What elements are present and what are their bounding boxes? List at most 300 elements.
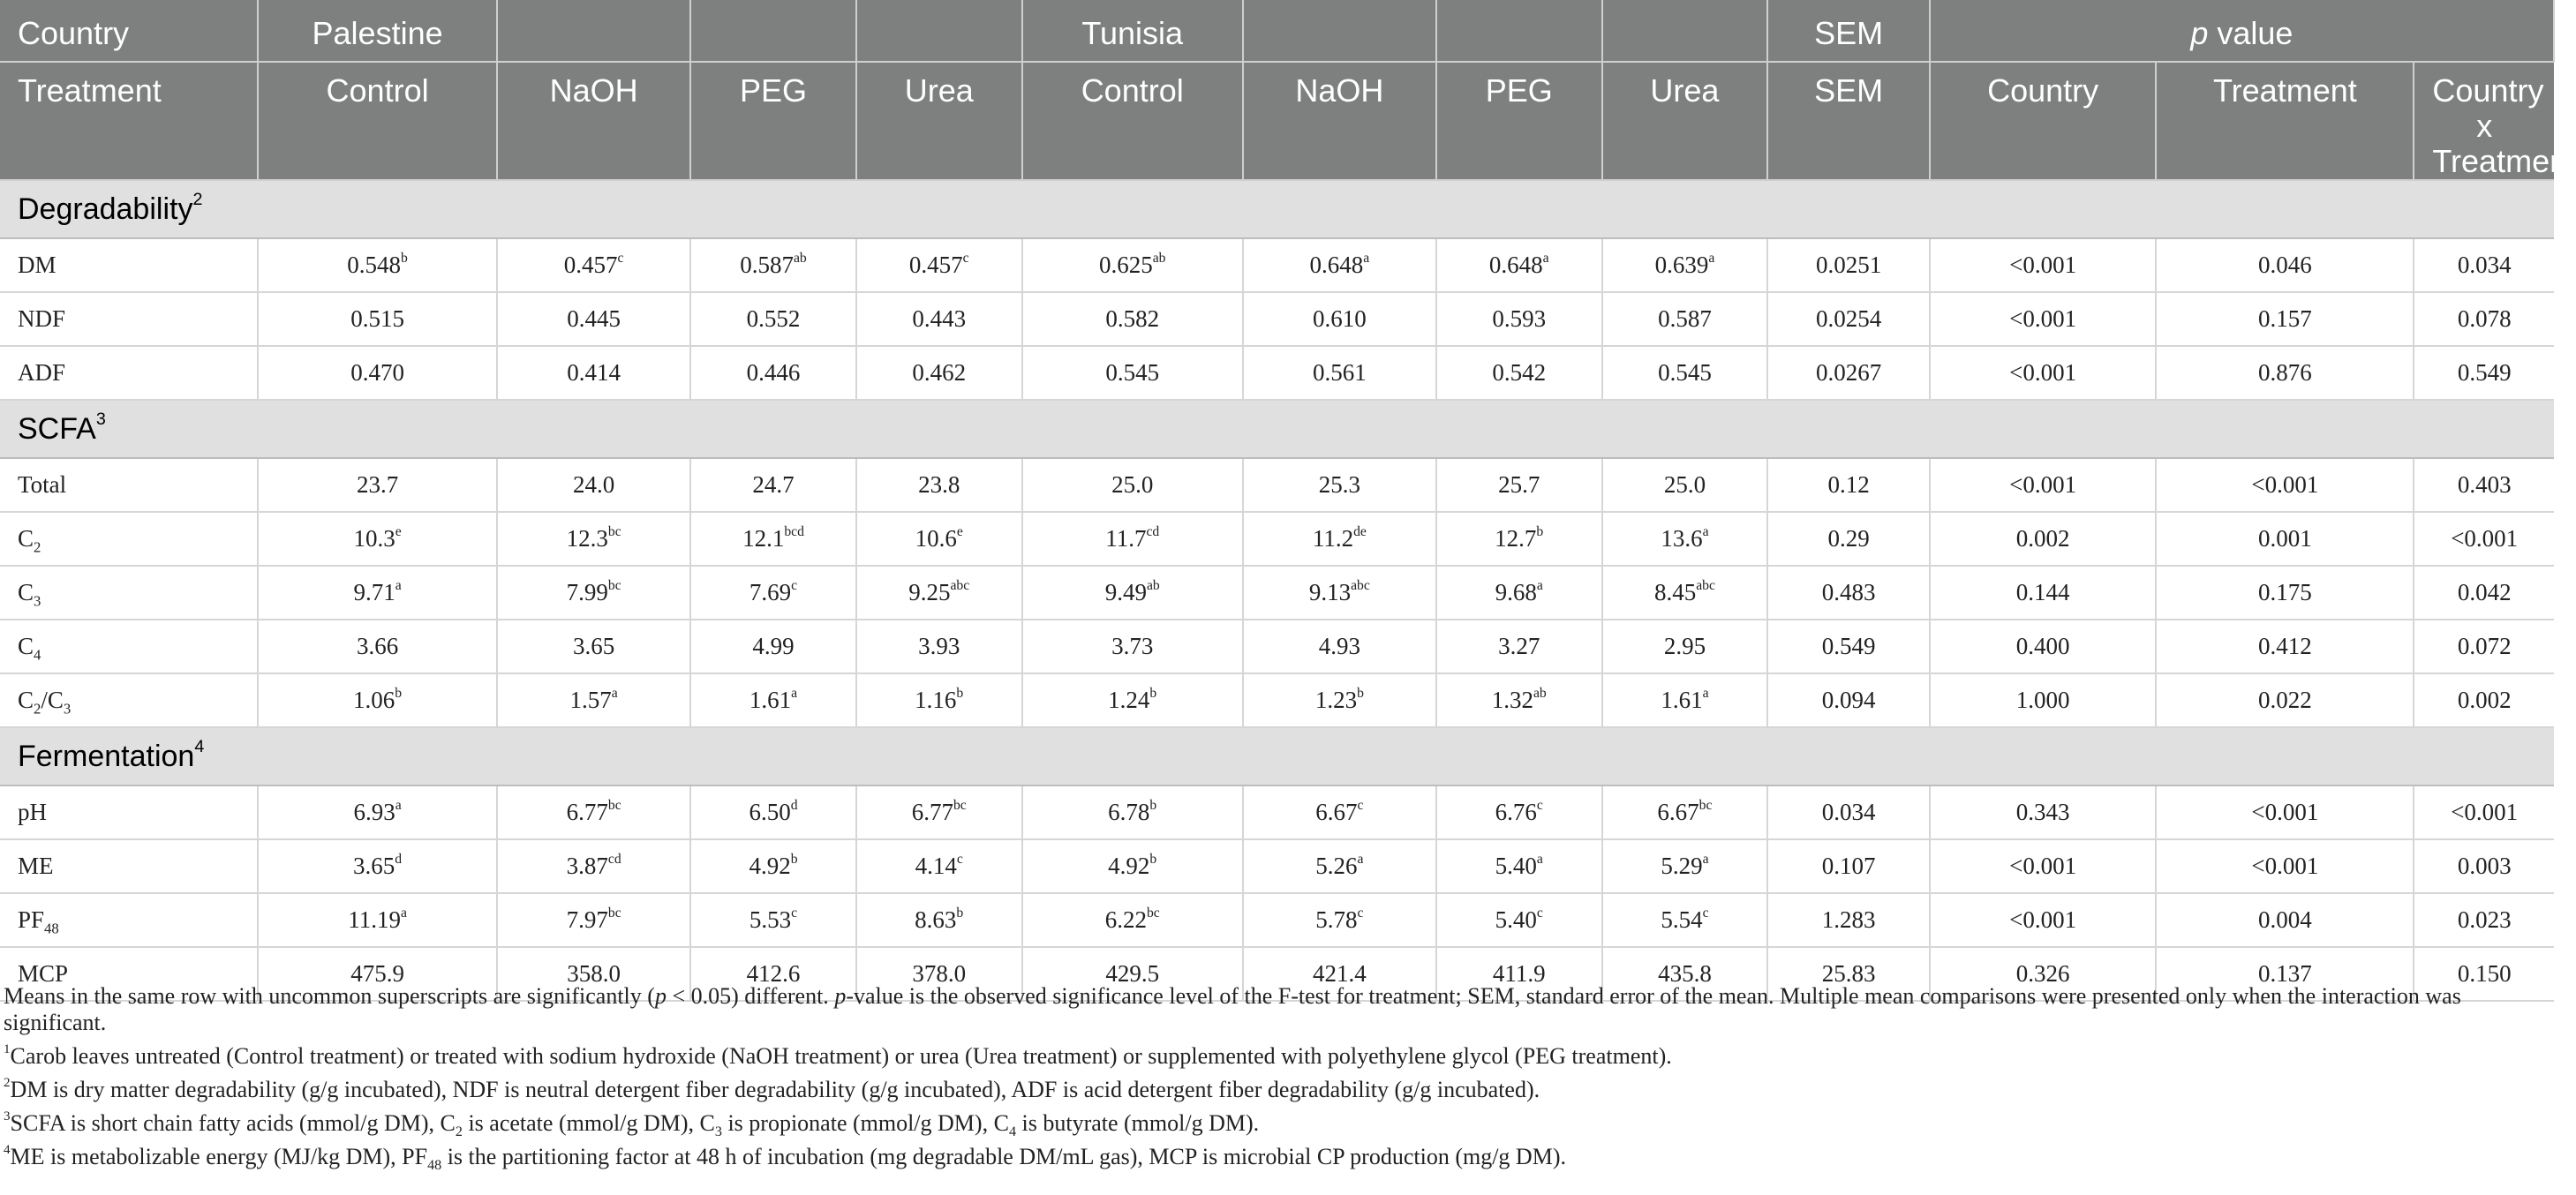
row-label <box>0 673 258 727</box>
table-cell <box>1436 512 1602 566</box>
table-cell <box>1243 893 1436 947</box>
table-cell <box>1243 620 1436 673</box>
row-label-text: C <box>18 579 34 605</box>
row-label-subscript: 48 <box>44 920 59 937</box>
table-cell <box>856 839 1022 893</box>
cell-value: 2.95 <box>1663 633 1706 659</box>
cell-value: 0.587 <box>740 252 794 278</box>
cell-value: 378.0 <box>912 960 967 987</box>
footnote-text: is butyrate (mmol/g DM). <box>1016 1110 1260 1136</box>
significance-letters: b <box>956 905 964 921</box>
cell-value: 0.150 <box>2457 960 2512 987</box>
significance-letters: e <box>956 523 963 539</box>
significance-letters: cd <box>1146 523 1160 539</box>
table-cell <box>497 620 690 673</box>
significance-letters: de <box>1353 523 1367 539</box>
cell-value: 6.77 <box>911 799 953 825</box>
significance-letters: a <box>611 685 618 701</box>
table-cell <box>690 839 856 893</box>
table-cell <box>497 893 690 947</box>
cell-value: 5.54 <box>1661 906 1703 933</box>
table-cell <box>2156 673 2414 727</box>
table-cell <box>1602 785 1768 839</box>
significance-letters: ab <box>1152 250 1166 266</box>
cell-value: 25.0 <box>1663 471 1706 498</box>
cell-value: 0.648 <box>1488 252 1543 278</box>
table-cell <box>1767 458 1930 512</box>
table-cell <box>2156 839 2414 893</box>
significance-letters: c <box>1702 905 1709 921</box>
footnote-marker: 2 <box>4 1076 11 1091</box>
cell-value: 0.072 <box>2457 633 2512 659</box>
table-cell <box>497 673 690 727</box>
significance-letters: abc <box>1696 577 1715 593</box>
header-sem: SEM <box>1767 0 1930 62</box>
table-cell <box>690 566 856 620</box>
cell-value: 0.639 <box>1654 252 1709 278</box>
significance-letters: ab <box>1146 577 1160 593</box>
table-cell <box>1436 839 1602 893</box>
cell-value: 475.9 <box>350 960 404 987</box>
row-label <box>0 785 258 839</box>
cell-value: 0.343 <box>2015 799 2070 825</box>
table-cell <box>1022 893 1243 947</box>
section-title-text: SCFA <box>18 411 96 446</box>
table-row <box>0 458 2554 512</box>
cell-value: 0.002 <box>2015 525 2070 552</box>
section-title <box>0 400 2554 458</box>
footnote-text: DM is dry matter degradability (g/g incubated), NDF is neutral detergent fiber degradability (g/g incubated), ADF is acid detergent fiber degradability (g/g incubated). <box>10 1077 1540 1102</box>
header-urea: Urea <box>856 62 1022 180</box>
cell-value: 3.87 <box>566 853 608 879</box>
cell-value: <0.001 <box>2251 799 2319 825</box>
cell-value: 3.93 <box>918 633 960 659</box>
cell-value: 6.67 <box>1315 799 1358 825</box>
cell-value: 7.69 <box>749 579 792 605</box>
footnote-italic: p <box>654 983 667 1009</box>
row-label <box>0 292 258 346</box>
table-cell <box>2156 785 2414 839</box>
table-cell <box>1243 512 1436 566</box>
table-cell <box>497 346 690 400</box>
significance-letters: b <box>1149 797 1157 813</box>
footnote-text: -value is the observed significance level of the F-test for treatment; SEM, standard error of the mean. Multiple mean comparisons were presented only when the interaction was significant. <box>4 983 2461 1035</box>
cell-value: 0.022 <box>2258 687 2312 713</box>
table-cell <box>2156 458 2414 512</box>
table-cell <box>1436 785 1602 839</box>
cell-value: 6.76 <box>1495 799 1537 825</box>
table-row <box>0 346 2554 400</box>
cell-value: 25.83 <box>1821 960 1876 987</box>
row-label-subscript: 3 <box>63 700 72 718</box>
footnote-sub: 48 <box>427 1158 442 1174</box>
footnote-text: Carob leaves untreated (Control treatment) or treated with sodium hydroxide (NaOH treatment) or urea (Urea treatment) or supplemented with polyethylene glycol (PEG treatment). <box>10 1043 1672 1069</box>
significance-letters: a <box>1536 577 1543 593</box>
header-treatment: Treatment <box>0 62 258 180</box>
significance-letters: b <box>790 851 798 867</box>
cell-value: 0.326 <box>2015 960 2070 987</box>
table-cell <box>1022 620 1243 673</box>
table-cell <box>856 673 1022 727</box>
header-naoh: NaOH <box>1243 62 1436 180</box>
table-cell <box>497 839 690 893</box>
significance-letters: b <box>395 685 403 701</box>
cell-value: 8.63 <box>915 906 957 933</box>
table-cell <box>1602 512 1768 566</box>
table-cell <box>2414 620 2554 673</box>
cell-value: 24.7 <box>752 471 795 498</box>
significance-letters: c <box>1357 905 1364 921</box>
table-cell <box>1930 893 2157 947</box>
cell-value: 0.0254 <box>1815 305 1882 332</box>
cell-value: 1.000 <box>2015 687 2070 713</box>
table-cell <box>856 512 1022 566</box>
table-row <box>0 238 2554 292</box>
table-cell <box>1436 292 1602 346</box>
table-cell <box>1767 566 1930 620</box>
table-cell <box>1930 458 2157 512</box>
cell-value: 5.53 <box>749 906 792 933</box>
significance-letters: bc <box>1146 905 1160 921</box>
section-note-marker: 4 <box>194 737 205 757</box>
cell-value: 0.470 <box>350 359 404 386</box>
cell-value: 1.16 <box>915 687 957 713</box>
table-cell <box>856 238 1022 292</box>
table-cell <box>856 566 1022 620</box>
footnote-sub: 4 <box>1008 1124 1016 1140</box>
table-cell <box>1243 785 1436 839</box>
table-cell <box>1767 620 1930 673</box>
cell-value: 25.7 <box>1498 471 1540 498</box>
significance-letters: a <box>1702 523 1709 539</box>
section-title-text: Fermentation <box>18 739 195 773</box>
significance-letters: c <box>1357 797 1364 813</box>
cell-value: 5.29 <box>1661 853 1703 879</box>
table-cell <box>258 893 497 947</box>
cell-value: 9.71 <box>353 579 395 605</box>
footnote-text: SCFA is short chain fatty acids (mmol/g DM), C <box>10 1110 456 1136</box>
significance-letters: bc <box>607 797 621 813</box>
cell-value: <0.001 <box>2009 853 2077 879</box>
significance-letters: bc <box>1699 797 1713 813</box>
section-header-row <box>0 400 2554 458</box>
table-cell <box>2156 346 2414 400</box>
row-label <box>0 346 258 400</box>
cell-value: <0.001 <box>2009 252 2077 278</box>
row-label-subscript: 3 <box>34 592 41 610</box>
significance-letters: c <box>791 905 798 921</box>
table-cell <box>690 673 856 727</box>
cell-value: 6.22 <box>1104 906 1147 933</box>
significance-letters: ab <box>793 250 807 266</box>
cell-value: 0.876 <box>2258 359 2312 386</box>
footnote-marker: 3 <box>4 1109 11 1124</box>
cell-value: 7.99 <box>566 579 608 605</box>
footnote-4 <box>4 1143 2551 1174</box>
row-label-text: ME <box>18 853 54 879</box>
table-cell <box>856 785 1022 839</box>
cell-value: <0.001 <box>2251 471 2319 498</box>
table-cell <box>1930 839 2157 893</box>
cell-value: 4.92 <box>1108 853 1150 879</box>
table-cell <box>2156 512 2414 566</box>
table-body <box>0 180 2554 1001</box>
cell-value: 12.7 <box>1495 525 1537 552</box>
significance-letters: abc <box>1351 577 1370 593</box>
cell-value: 8.45 <box>1653 579 1697 605</box>
cell-value: <0.001 <box>2009 906 2077 933</box>
cell-value: <0.001 <box>2009 305 2077 332</box>
cell-value: 1.23 <box>1314 687 1358 713</box>
table-cell <box>258 458 497 512</box>
table-cell <box>1767 839 1930 893</box>
section-header-row <box>0 727 2554 785</box>
cell-value: <0.001 <box>2451 799 2519 825</box>
row-label-text: ADF <box>18 359 66 386</box>
table-cell <box>2414 839 2554 893</box>
header-blank <box>497 0 690 62</box>
footnote-marker: 4 <box>4 1143 11 1158</box>
footnote-text: Means in the same row with uncommon superscripts are significantly ( <box>4 983 655 1009</box>
table-cell <box>497 785 690 839</box>
table-cell <box>1022 346 1243 400</box>
section-title <box>0 180 2554 238</box>
footnote-1 <box>4 1043 2551 1070</box>
cell-value: 3.27 <box>1498 633 1540 659</box>
significance-letters: b <box>401 250 408 266</box>
table-cell <box>2414 785 2554 839</box>
cell-value: 0.445 <box>567 305 621 332</box>
table-cell <box>1602 292 1768 346</box>
header-naoh: NaOH <box>497 62 690 180</box>
header-palestine: Palestine <box>258 0 497 62</box>
cell-value: 0.443 <box>912 305 967 332</box>
cell-value: 1.24 <box>1108 687 1150 713</box>
cell-value: 11.7 <box>1105 525 1147 552</box>
significance-letters: d <box>395 851 403 867</box>
row-label-text: PF <box>18 906 45 933</box>
table-cell <box>690 785 856 839</box>
footnote-3 <box>4 1109 2551 1140</box>
cell-value: 358.0 <box>567 960 621 987</box>
row-label <box>0 566 258 620</box>
table-row <box>0 620 2554 673</box>
row-label-subscript: 2 <box>34 538 41 556</box>
footnote-text: is propionate (mmol/g DM), C <box>721 1110 1009 1136</box>
row-label-text: /C <box>41 687 64 713</box>
table-cell <box>1022 839 1243 893</box>
cell-value: 0.457 <box>908 252 963 278</box>
significance-letters: a <box>400 905 407 921</box>
significance-letters: b <box>1536 523 1544 539</box>
significance-letters: cd <box>607 851 621 867</box>
table-cell <box>258 566 497 620</box>
table-cell <box>856 893 1022 947</box>
table-cell <box>690 512 856 566</box>
table-cell <box>2414 346 2554 400</box>
row-label-subscript: 4 <box>34 646 41 664</box>
cell-value: 0.552 <box>746 305 801 332</box>
table-cell <box>1767 292 1930 346</box>
row-label-text: MCP <box>18 960 69 987</box>
header-blank <box>690 0 856 62</box>
row-label <box>0 238 258 292</box>
cell-value: 0.046 <box>2258 252 2312 278</box>
significance-letters: a <box>791 685 798 701</box>
cell-value: 11.19 <box>348 906 401 933</box>
footnote-2 <box>4 1077 2551 1103</box>
cell-value: 0.157 <box>2258 305 2312 332</box>
cell-value: 0.483 <box>1821 579 1876 605</box>
table-cell <box>2414 512 2554 566</box>
cell-value: 1.06 <box>353 687 395 713</box>
header-p-interaction <box>2414 62 2576 180</box>
table-cell <box>690 346 856 400</box>
cell-value: 7.97 <box>566 906 608 933</box>
section-header-row <box>0 180 2554 238</box>
cell-value: 0.412 <box>2258 633 2312 659</box>
footnote-text: is acetate (mmol/g DM), C <box>462 1110 715 1136</box>
significance-letters: a <box>395 797 402 813</box>
row-label <box>0 839 258 893</box>
table-cell <box>690 458 856 512</box>
row-label-subscript: 2 <box>34 700 41 718</box>
table-cell <box>1930 566 2157 620</box>
table-cell <box>1930 673 2157 727</box>
table-cell <box>2414 566 2554 620</box>
significance-letters: bcd <box>784 523 804 539</box>
significance-letters: a <box>1542 250 1549 266</box>
cell-value: 23.7 <box>356 471 399 498</box>
table-cell <box>856 292 1022 346</box>
cell-value: 0.625 <box>1098 252 1153 278</box>
table-cell <box>497 238 690 292</box>
significance-letters: a <box>1357 851 1364 867</box>
cell-value: 0.515 <box>350 305 404 332</box>
cell-value: 1.32 <box>1491 687 1533 713</box>
cell-value: 11.2 <box>1312 525 1354 552</box>
cell-value: 0.561 <box>1312 359 1367 386</box>
table-cell <box>1243 346 1436 400</box>
significance-letters: c <box>962 250 969 266</box>
cell-value: 0.403 <box>2457 471 2512 498</box>
header-blank <box>1602 0 1768 62</box>
table-cell <box>1243 839 1436 893</box>
significance-letters: a <box>1536 851 1543 867</box>
section-note-marker: 3 <box>95 410 106 430</box>
cell-value: 6.93 <box>353 799 395 825</box>
footnote-main <box>4 983 2551 1036</box>
cell-value: 23.8 <box>918 471 960 498</box>
table-cell <box>1930 620 2157 673</box>
cell-value: 5.26 <box>1315 853 1358 879</box>
section-note-marker: 2 <box>192 190 203 210</box>
significance-letters: bc <box>607 905 621 921</box>
section-title <box>0 727 2554 785</box>
significance-letters: c <box>617 250 624 266</box>
cell-value: 0.078 <box>2457 305 2512 332</box>
header-tunisia: Tunisia <box>1022 0 1243 62</box>
cell-value: 412.6 <box>746 960 801 987</box>
cell-value: 4.14 <box>915 853 957 879</box>
table-cell <box>1436 346 1602 400</box>
header-p-value <box>1930 0 2554 62</box>
header-p-country: Country <box>1930 62 2157 180</box>
significance-letters: c <box>1536 905 1543 921</box>
table-row <box>0 292 2554 346</box>
significance-letters: c <box>1536 797 1543 813</box>
significance-letters: e <box>395 523 402 539</box>
cell-value: 4.99 <box>752 633 795 659</box>
footnote-italic: p <box>834 983 847 1009</box>
cell-value: <0.001 <box>2451 525 2519 552</box>
row-label <box>0 458 258 512</box>
interaction-line-1: Country x <box>2432 72 2544 144</box>
header-p-treatment: Treatment <box>2156 62 2414 180</box>
section-title-text: Degradability <box>18 192 193 226</box>
table-cell <box>856 620 1022 673</box>
header-country: Country <box>0 0 258 62</box>
table-cell <box>258 292 497 346</box>
cell-value: 10.6 <box>915 525 957 552</box>
table-cell <box>1767 893 1930 947</box>
table-cell <box>258 238 497 292</box>
cell-value: 0.587 <box>1658 305 1712 332</box>
table-cell <box>1602 620 1768 673</box>
header-sem: SEM <box>1767 62 1930 180</box>
cell-value: 0.400 <box>2015 633 2070 659</box>
significance-letters: a <box>1708 250 1715 266</box>
cell-value: 0.548 <box>347 252 402 278</box>
cell-value: 429.5 <box>1105 960 1160 987</box>
cell-value: 0.582 <box>1105 305 1160 332</box>
table-cell <box>258 785 497 839</box>
p-value-rest: value <box>2208 15 2294 51</box>
table-cell <box>1767 238 1930 292</box>
significance-letters: c <box>956 851 963 867</box>
cell-value: 0.542 <box>1492 359 1547 386</box>
cell-value: 0.175 <box>2258 579 2312 605</box>
table-cell <box>1930 512 2157 566</box>
significance-letters: d <box>790 797 798 813</box>
cell-value: 0.094 <box>1821 687 1876 713</box>
cell-value: 0.549 <box>2457 359 2512 386</box>
cell-value: 6.78 <box>1108 799 1150 825</box>
significance-letters: bc <box>953 797 967 813</box>
row-label-text: NDF <box>18 305 66 332</box>
table-cell <box>1602 346 1768 400</box>
footnote-sub: 3 <box>714 1124 722 1140</box>
table-cell <box>1243 458 1436 512</box>
table-cell <box>497 458 690 512</box>
table-cell <box>1930 238 2157 292</box>
header-blank <box>856 0 1022 62</box>
cell-value: 1.61 <box>749 687 792 713</box>
cell-value: 421.4 <box>1312 960 1367 987</box>
cell-value: 0.001 <box>2258 525 2312 552</box>
cell-value: 0.610 <box>1312 305 1367 332</box>
cell-value: 0.457 <box>563 252 618 278</box>
cell-value: 12.3 <box>566 525 608 552</box>
cell-value: 0.034 <box>1821 799 1876 825</box>
significance-letters: b <box>956 685 964 701</box>
row-label-text: pH <box>18 799 47 825</box>
cell-value: 9.25 <box>908 579 951 605</box>
header-peg: PEG <box>690 62 856 180</box>
table-cell <box>1243 673 1436 727</box>
table-cell <box>2156 292 2414 346</box>
cell-value: 25.3 <box>1318 471 1360 498</box>
